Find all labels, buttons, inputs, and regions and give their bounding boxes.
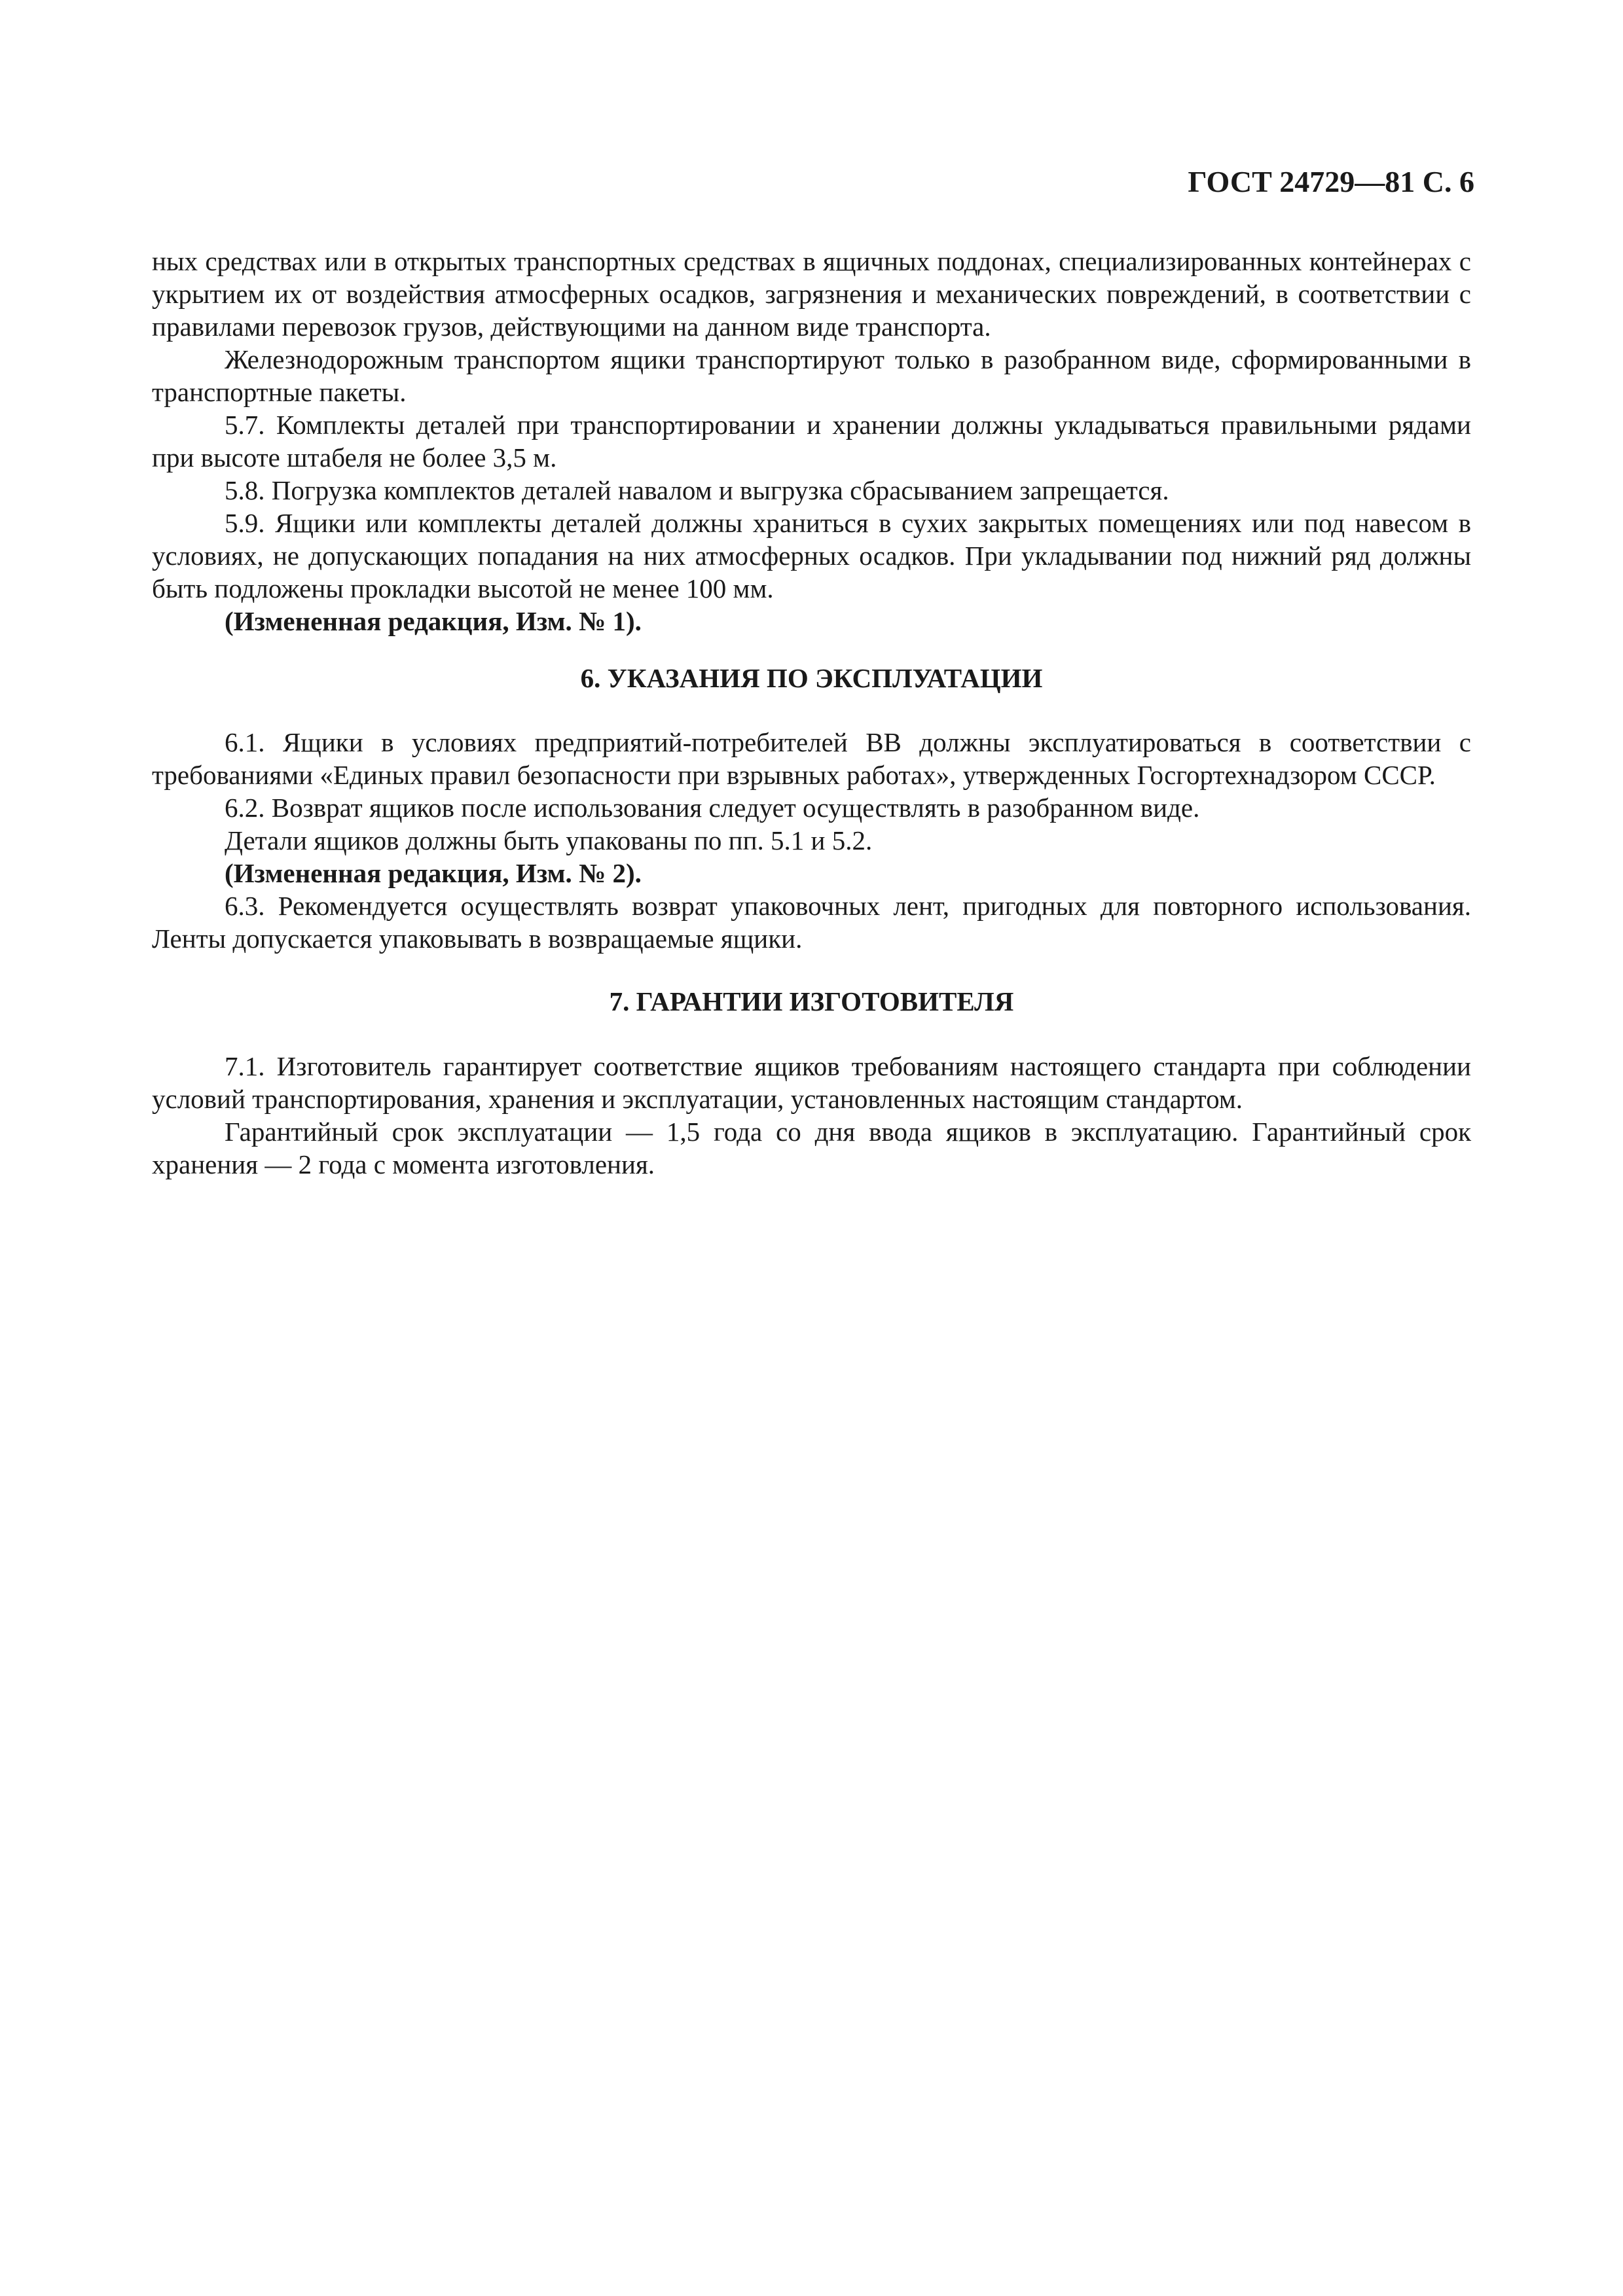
- clause-5-7: 5.7. Комплекты деталей при транспортировании и хранении должны укладываться правильными рядами при высоте штабеля не более 3,5 м.: [152, 410, 1471, 473]
- clause-6-2-details: Детали ящиков должны быть упакованы по пп. 5.1 и 5.2.: [225, 825, 873, 855]
- page-header: ГОСТ 24729—81 С. 6: [1188, 165, 1474, 198]
- amendment-note-1: (Измененная редакция, Изм. № 1).: [225, 606, 642, 636]
- paragraph-rail-transport: Железнодорожным транспортом ящики транспортируют только в разобранном виде, сформированными в транспортные пакеты.: [152, 344, 1471, 407]
- clause-7-1: 7.1. Изготовитель гарантирует соответствие ящиков требованиям настоящего стандарта при соблюдении условий транспортирования, хранения и эксплуатации, установленных настоящим стандартом.: [152, 1051, 1471, 1114]
- clause-6-3: 6.3. Рекомендуется осуществлять возврат упаковочных лент, пригодных для повторного использования. Ленты допускается упаковывать в возвращаемые ящики.: [152, 891, 1471, 954]
- amendment-note-2: (Измененная редакция, Изм. № 2).: [225, 858, 642, 888]
- document-body: [152, 245, 1471, 1181]
- clause-6-2: 6.2. Возврат ящиков после использования следует осуществлять в разобранном виде.: [225, 793, 1200, 823]
- clause-6-1: 6.1. Ящики в условиях предприятий-потребителей ВВ должны эксплуатироваться в соответствии с требованиями «Единых правил безопасности при взрывных работах», утвержденных Госгортехнадзором СССР.: [152, 727, 1471, 790]
- clause-5-8: 5.8. Погрузка комплектов деталей навалом и выгрузка сбрасыванием запрещается.: [225, 475, 1169, 505]
- section-7-heading: 7. ГАРАНТИИ ИЗГОТОВИТЕЛЯ: [609, 986, 1014, 1016]
- section-6-heading: 6. УКАЗАНИЯ ПО ЭКСПЛУАТАЦИИ: [580, 663, 1043, 693]
- clause-5-9: 5.9. Ящики или комплекты деталей должны храниться в сухих закрытых помещениях или под навесом в условиях, не допускающих попадания на них атмосферных осадков. При укладывании под нижний ряд должны быть подложены прокладки высотой не менее 100 мм.: [152, 508, 1471, 603]
- warranty-period-paragraph: Гарантийный срок эксплуатации — 1,5 года со дня ввода ящиков в эксплуатацию. Гарантийный срок хранения — 2 года с момента изготовления.: [152, 1117, 1471, 1179]
- continued-paragraph: ных средствах или в открытых транспортных средствах в ящичных поддонах, специализированных контейнерах с укрытием их от воздействия атмосферных осадков, загрязнения и механических повреждений, в соответствии с правилами перевозок грузов, действующими на данном виде транспорта.: [152, 246, 1471, 342]
